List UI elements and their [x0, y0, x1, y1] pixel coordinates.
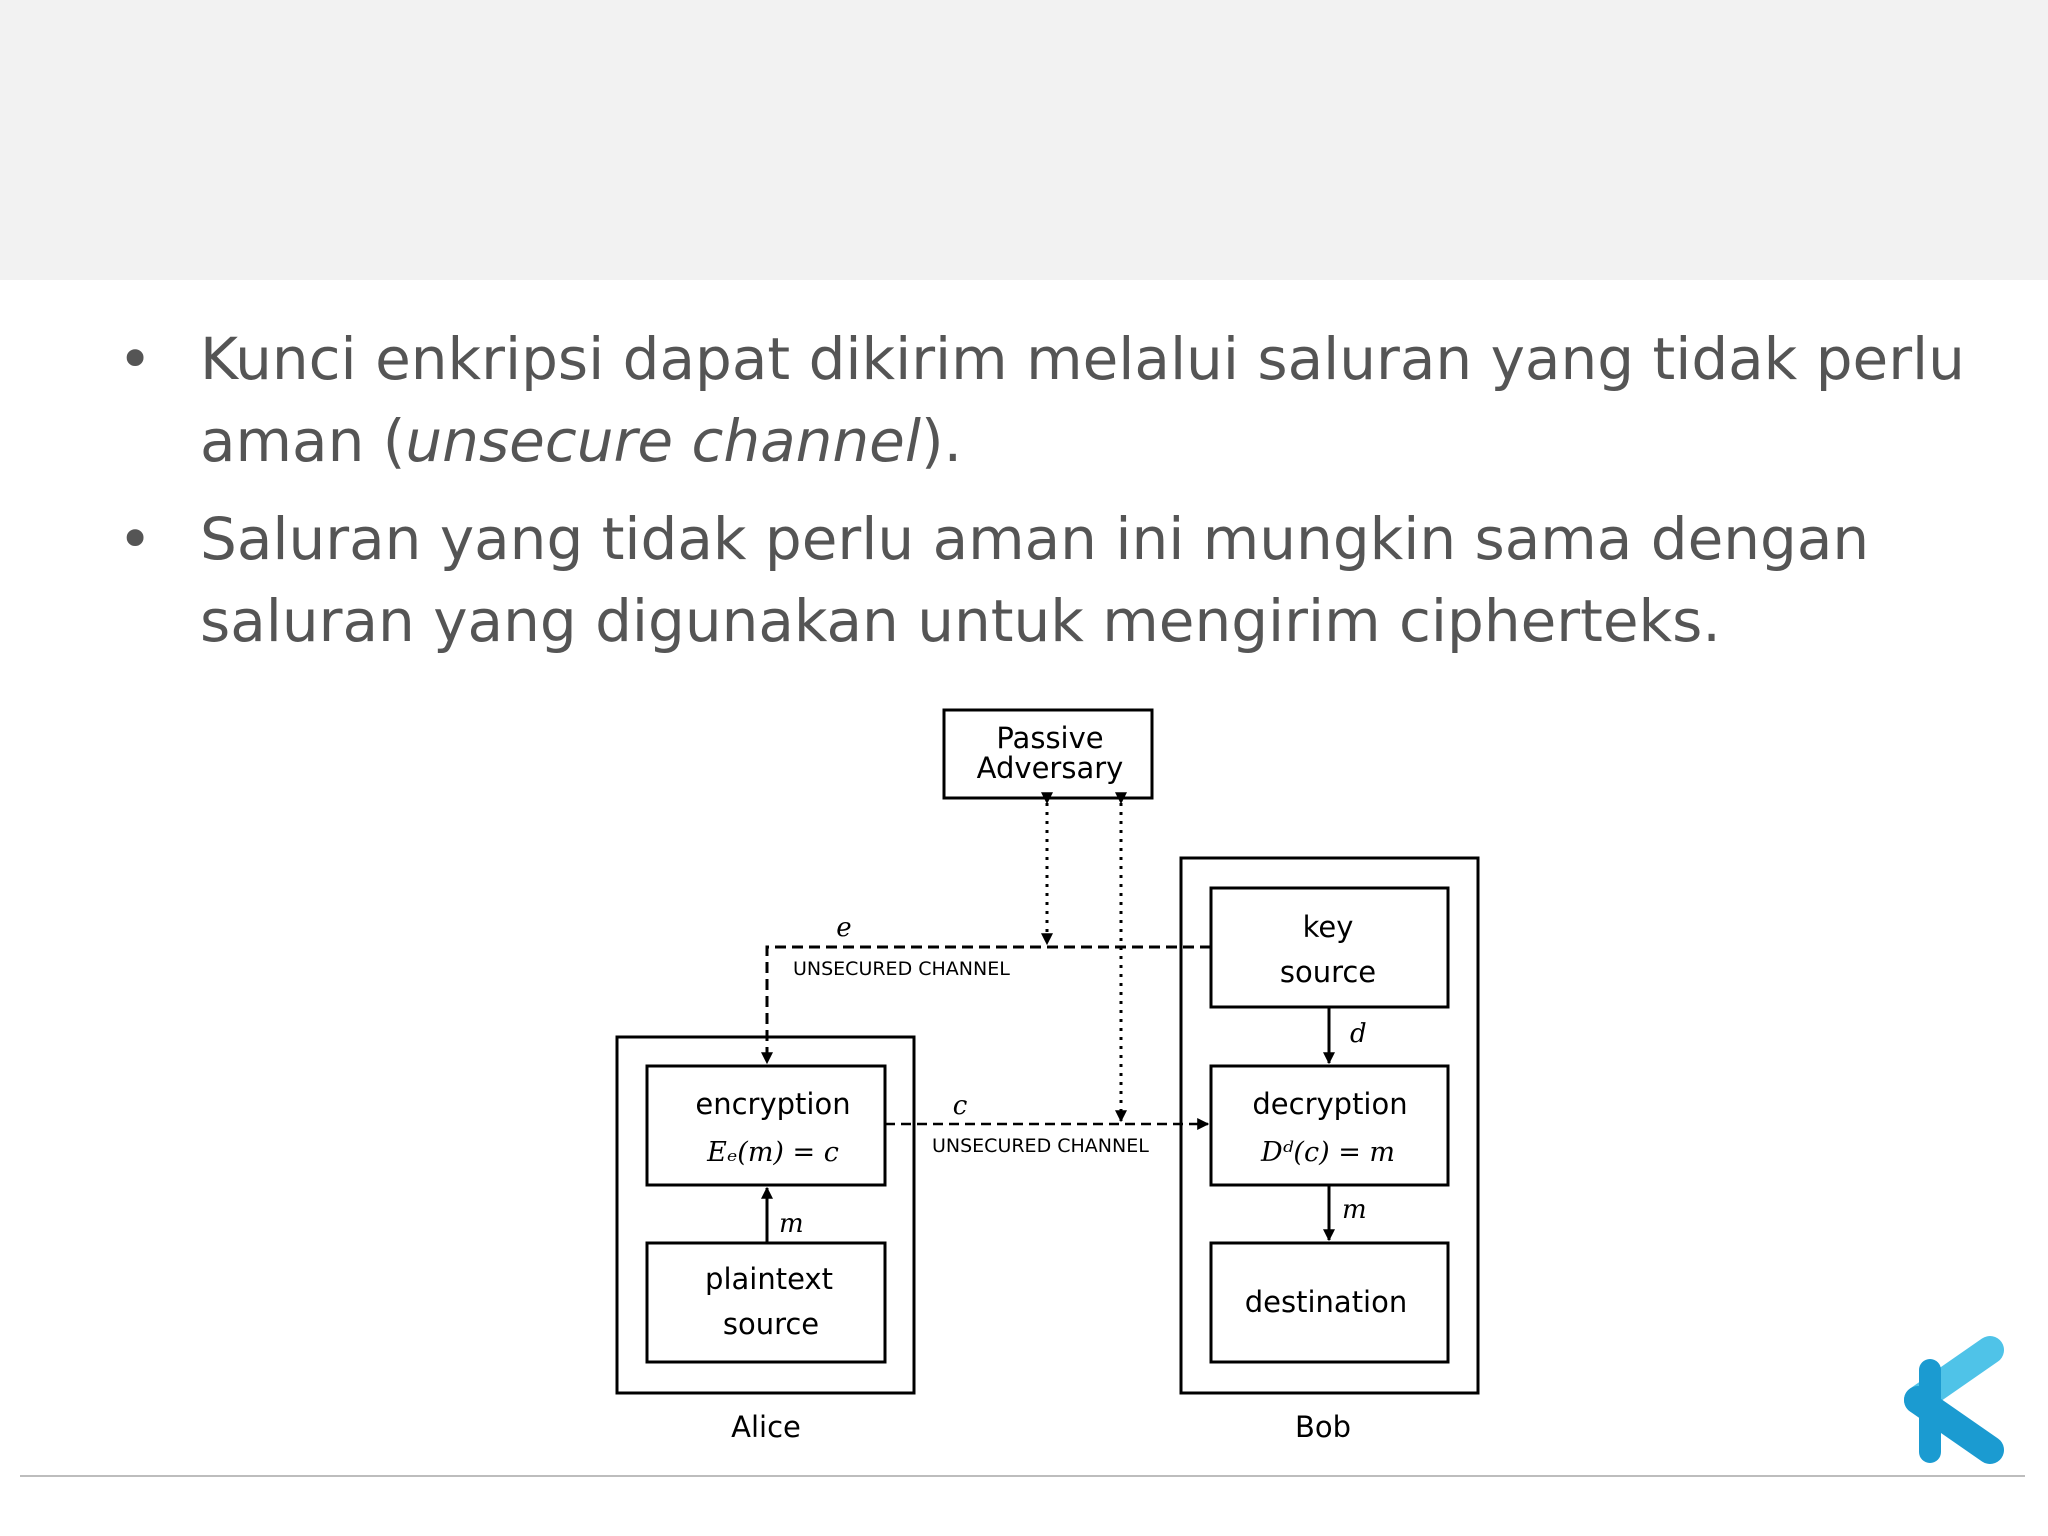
bullet-text: Kunci enkripsi dapat dikirim melalui saluran yang tidak perlu aman (: [200, 325, 1965, 475]
encryption-title: encryption: [695, 1087, 851, 1121]
key-source-line2: source: [1279, 955, 1377, 989]
bullet-text: Saluran yang tidak perlu aman ini mungkin sama dengan saluran yang digunakan untuk mengirim cipherteks.: [200, 505, 1870, 655]
label-d: d: [1350, 1019, 1367, 1049]
plaintext-box: [647, 1243, 885, 1362]
label-m-alice: m: [779, 1209, 804, 1239]
plaintext-line1: plaintext: [705, 1262, 833, 1296]
channel-c-label: UNSECURED CHANNEL: [932, 1135, 1149, 1157]
plaintext-line2: source: [722, 1307, 820, 1341]
key-source-box: [1211, 888, 1448, 1007]
bullet-dot-icon: •: [118, 505, 153, 573]
bob-label: Bob: [1294, 1410, 1352, 1444]
alice-label: Alice: [731, 1410, 801, 1444]
footer-divider: [20, 1475, 2025, 1477]
encryption-formula: Eₑ(m) = c: [707, 1137, 839, 1168]
bullet-text-italic: unsecure channel: [405, 407, 921, 475]
channel-e-var: e: [836, 913, 852, 943]
decryption-title: decryption: [1252, 1087, 1408, 1121]
key-source-line1: key: [1302, 910, 1354, 944]
brand-logo-icon: [1890, 1330, 2020, 1470]
adversary-line2: Adversary: [976, 751, 1124, 785]
bullet-dot-icon: •: [118, 325, 153, 393]
channel-c-var: c: [952, 1091, 968, 1121]
bullet-text-end: ).: [920, 407, 963, 475]
decryption-formula: Dᵈ(c) = m: [1260, 1137, 1396, 1168]
channel-e-label: UNSECURED CHANNEL: [793, 958, 1010, 980]
adversary-line1: Passive: [996, 721, 1104, 755]
label-m-bob: m: [1342, 1195, 1367, 1225]
destination-label: destination: [1244, 1285, 1408, 1319]
